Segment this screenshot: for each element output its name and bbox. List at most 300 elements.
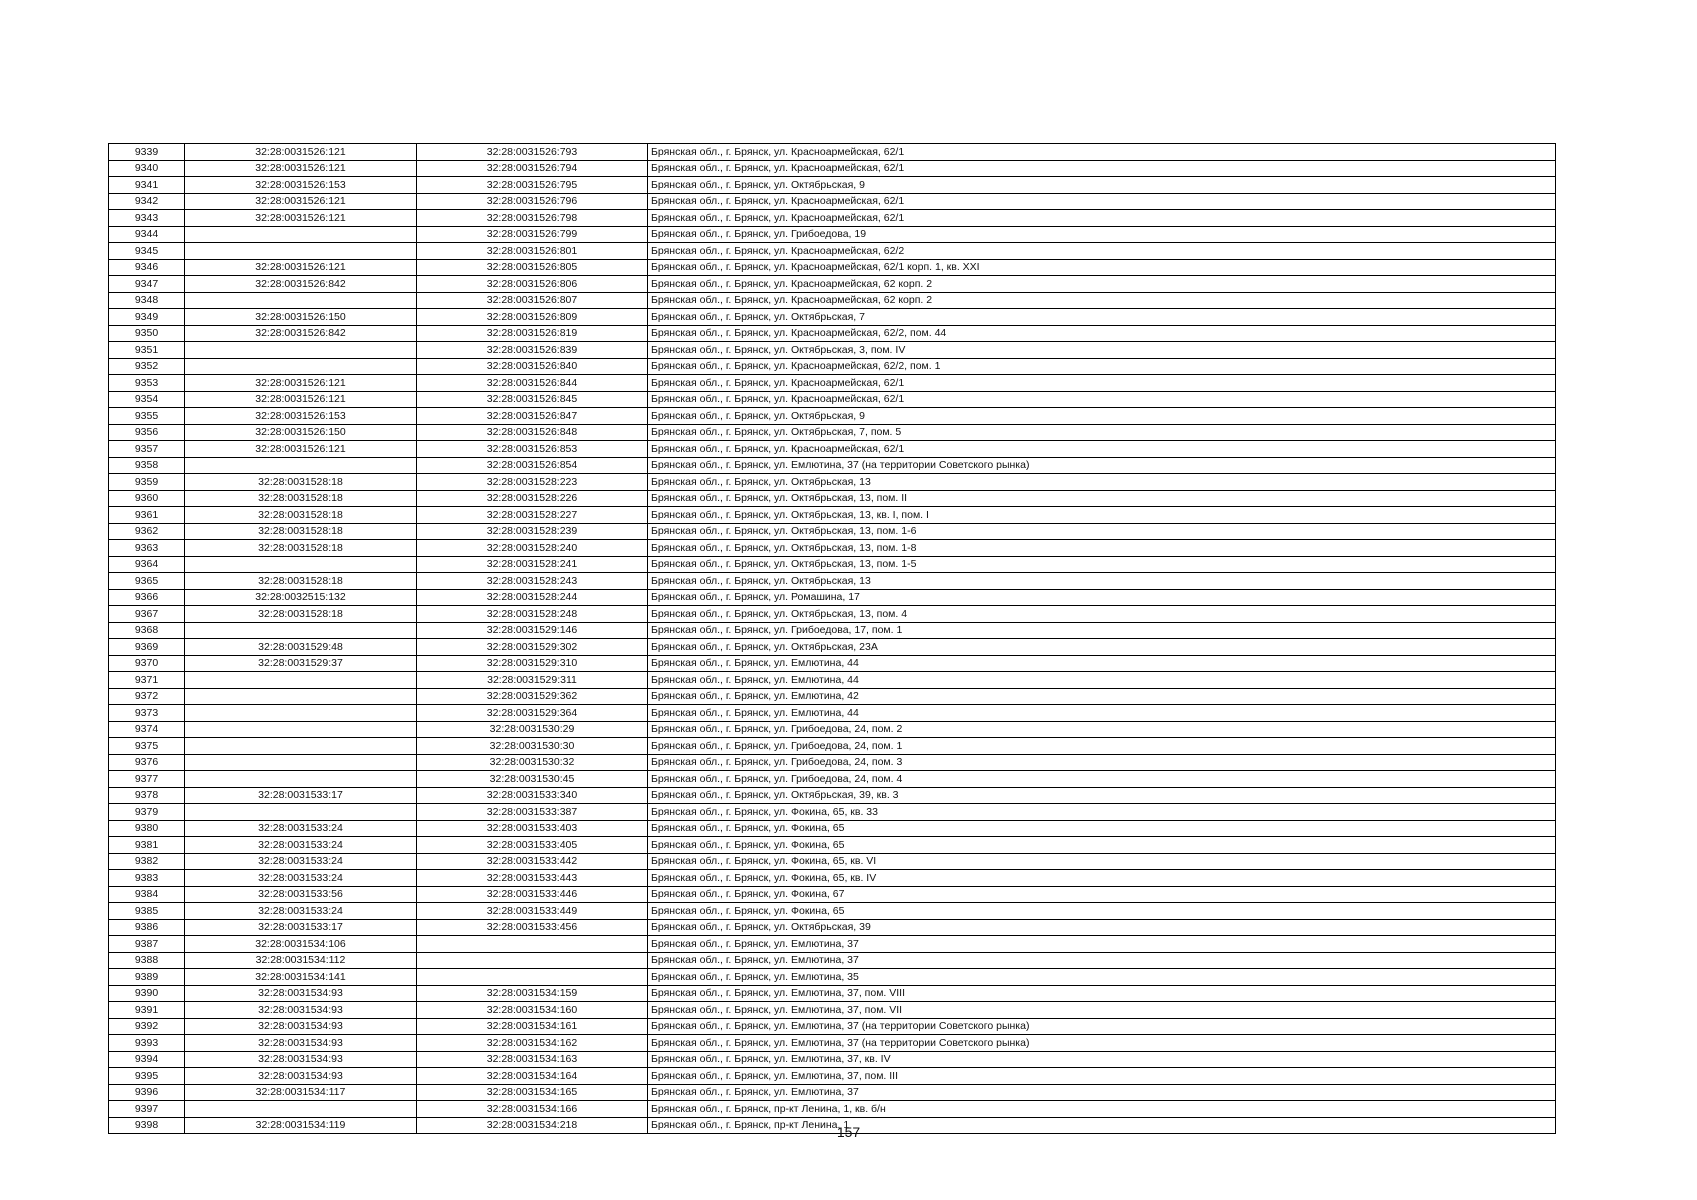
table-row xyxy=(109,738,1556,755)
row-number-cell: 9361 xyxy=(109,507,185,524)
address-cell: Брянская обл., г. Брянск, ул. Грибоедова, 24, пом. 1 xyxy=(648,738,1556,755)
cadastral-number-cell: 32:28:0031533:387 xyxy=(417,804,648,821)
cadastral-number-cell: 32:28:0031533:449 xyxy=(417,903,648,920)
cadastral-number-cell: 32:28:0031528:226 xyxy=(417,490,648,507)
cadastral-number-cell: 32:28:0031530:32 xyxy=(417,754,648,771)
cadastral-number-cell: 32:28:0031526:840 xyxy=(417,358,648,375)
parent-cadastral-number-cell: 32:28:0031533:24 xyxy=(185,870,417,887)
row-number-cell: 9370 xyxy=(109,655,185,672)
parent-cadastral-number-cell xyxy=(185,754,417,771)
row-number-cell: 9386 xyxy=(109,919,185,936)
cadastral-number-cell: 32:28:0031526:801 xyxy=(417,243,648,260)
row-number-cell: 9384 xyxy=(109,886,185,903)
row-number-cell: 9398 xyxy=(109,1117,185,1134)
row-number-cell: 9383 xyxy=(109,870,185,887)
parent-cadastral-number-cell: 32:28:0032515:132 xyxy=(185,589,417,606)
address-cell: Брянская обл., г. Брянск, ул. Ромашина, 17 xyxy=(648,589,1556,606)
row-number-cell: 9365 xyxy=(109,573,185,590)
row-number-cell: 9352 xyxy=(109,358,185,375)
address-cell: Брянская обл., г. Брянск, ул. Красноармейская, 62/1 xyxy=(648,391,1556,408)
table-row xyxy=(109,177,1556,194)
parent-cadastral-number-cell: 32:28:0031528:18 xyxy=(185,490,417,507)
table-row xyxy=(109,243,1556,260)
address-cell: Брянская обл., г. Брянск, ул. Фокина, 65, кв. IV xyxy=(648,870,1556,887)
cadastral-number-cell: 32:28:0031526:809 xyxy=(417,309,648,326)
cadastral-number-cell: 32:28:0031526:794 xyxy=(417,160,648,177)
row-number-cell: 9351 xyxy=(109,342,185,359)
table-row xyxy=(109,952,1556,969)
table-row xyxy=(109,408,1556,425)
parent-cadastral-number-cell: 32:28:0031534:112 xyxy=(185,952,417,969)
parent-cadastral-number-cell: 32:28:0031534:93 xyxy=(185,1018,417,1035)
row-number-cell: 9382 xyxy=(109,853,185,870)
cadastral-number-cell: 32:28:0031528:223 xyxy=(417,474,648,491)
cadastral-number-cell: 32:28:0031534:165 xyxy=(417,1084,648,1101)
cadastral-number-cell: 32:28:0031526:844 xyxy=(417,375,648,392)
cadastral-number-cell: 32:28:0031530:30 xyxy=(417,738,648,755)
parent-cadastral-number-cell xyxy=(185,342,417,359)
table-row xyxy=(109,1068,1556,1085)
parent-cadastral-number-cell: 32:28:0031528:18 xyxy=(185,540,417,557)
table-row xyxy=(109,210,1556,227)
table-row xyxy=(109,919,1556,936)
cadastral-number-cell: 32:28:0031526:798 xyxy=(417,210,648,227)
address-cell: Брянская обл., г. Брянск, ул. Емлютина, 37 xyxy=(648,1084,1556,1101)
row-number-cell: 9373 xyxy=(109,705,185,722)
address-cell: Брянская обл., г. Брянск, ул. Октябрьская, 3, пом. IV xyxy=(648,342,1556,359)
table-row xyxy=(109,655,1556,672)
row-number-cell: 9362 xyxy=(109,523,185,540)
cadastral-number-cell: 32:28:0031533:405 xyxy=(417,837,648,854)
address-cell: Брянская обл., г. Брянск, ул. Красноармейская, 62/1 xyxy=(648,375,1556,392)
address-cell: Брянская обл., г. Брянск, ул. Октябрьская, 13, кв. I, пом. I xyxy=(648,507,1556,524)
row-number-cell: 9342 xyxy=(109,193,185,210)
address-cell: Брянская обл., г. Брянск, ул. Фокина, 65, кв. 33 xyxy=(648,804,1556,821)
table-row xyxy=(109,886,1556,903)
cadastral-number-cell: 32:28:0031528:248 xyxy=(417,606,648,623)
row-number-cell: 9371 xyxy=(109,672,185,689)
cadastral-number-cell: 32:28:0031534:163 xyxy=(417,1051,648,1068)
cadastral-number-cell: 32:28:0031526:805 xyxy=(417,259,648,276)
cadastral-number-cell: 32:28:0031529:362 xyxy=(417,688,648,705)
address-cell: Брянская обл., г. Брянск, ул. Фокина, 67 xyxy=(648,886,1556,903)
address-cell: Брянская обл., г. Брянск, ул. Красноармейская, 62 корп. 2 xyxy=(648,276,1556,293)
cadastral-number-cell: 32:28:0031528:241 xyxy=(417,556,648,573)
row-number-cell: 9374 xyxy=(109,721,185,738)
address-cell: Брянская обл., г. Брянск, ул. Октябрьская, 39 xyxy=(648,919,1556,936)
cadastral-number-cell xyxy=(417,952,648,969)
page-number: 157 xyxy=(836,1124,861,1140)
address-cell: Брянская обл., г. Брянск, ул. Емлютина, 44 xyxy=(648,672,1556,689)
parent-cadastral-number-cell: 32:28:0031526:153 xyxy=(185,408,417,425)
row-number-cell: 9364 xyxy=(109,556,185,573)
cadastral-number-cell: 32:28:0031526:793 xyxy=(417,144,648,161)
table-row xyxy=(109,606,1556,623)
address-cell: Брянская обл., г. Брянск, ул. Грибоедова, 19 xyxy=(648,226,1556,243)
table-row xyxy=(109,705,1556,722)
parent-cadastral-number-cell: 32:28:0031528:18 xyxy=(185,474,417,491)
cadastral-number-cell: 32:28:0031529:311 xyxy=(417,672,648,689)
parent-cadastral-number-cell xyxy=(185,1101,417,1118)
parent-cadastral-number-cell: 32:28:0031529:37 xyxy=(185,655,417,672)
address-cell: Брянская обл., г. Брянск, ул. Октябрьская, 39, кв. 3 xyxy=(648,787,1556,804)
cadastral-number-cell: 32:28:0031526:799 xyxy=(417,226,648,243)
table-row xyxy=(109,424,1556,441)
parent-cadastral-number-cell: 32:28:0031526:121 xyxy=(185,375,417,392)
row-number-cell: 9357 xyxy=(109,441,185,458)
table-row xyxy=(109,870,1556,887)
row-number-cell: 9340 xyxy=(109,160,185,177)
parent-cadastral-number-cell: 32:28:0031526:121 xyxy=(185,193,417,210)
row-number-cell: 9346 xyxy=(109,259,185,276)
parent-cadastral-number-cell: 32:28:0031533:17 xyxy=(185,787,417,804)
cadastral-number-cell: 32:28:0031526:845 xyxy=(417,391,648,408)
address-cell: Брянская обл., г. Брянск, ул. Грибоедова, 24, пом. 4 xyxy=(648,771,1556,788)
table-row xyxy=(109,837,1556,854)
parent-cadastral-number-cell: 32:28:0031526:842 xyxy=(185,325,417,342)
parent-cadastral-number-cell xyxy=(185,622,417,639)
parent-cadastral-number-cell: 32:28:0031529:48 xyxy=(185,639,417,656)
parent-cadastral-number-cell xyxy=(185,358,417,375)
address-cell: Брянская обл., г. Брянск, ул. Емлютина, 37 (на территории Советского рынка) xyxy=(648,457,1556,474)
parent-cadastral-number-cell: 32:28:0031526:121 xyxy=(185,210,417,227)
parent-cadastral-number-cell: 32:28:0031533:56 xyxy=(185,886,417,903)
cadastral-number-cell: 32:28:0031529:310 xyxy=(417,655,648,672)
table-row xyxy=(109,507,1556,524)
address-cell: Брянская обл., г. Брянск, ул. Октябрьская, 13, пом. 1-5 xyxy=(648,556,1556,573)
address-cell: Брянская обл., г. Брянск, ул. Красноармейская, 62/1 xyxy=(648,193,1556,210)
cadastral-number-cell: 32:28:0031534:161 xyxy=(417,1018,648,1035)
parent-cadastral-number-cell: 32:28:0031533:24 xyxy=(185,903,417,920)
address-cell: Брянская обл., г. Брянск, ул. Фокина, 65 xyxy=(648,837,1556,854)
cadastral-number-cell: 32:28:0031533:443 xyxy=(417,870,648,887)
table-row xyxy=(109,820,1556,837)
cadastral-number-cell: 32:28:0031526:848 xyxy=(417,424,648,441)
address-cell: Брянская обл., г. Брянск, ул. Октябрьская, 13 xyxy=(648,573,1556,590)
row-number-cell: 9359 xyxy=(109,474,185,491)
parent-cadastral-number-cell: 32:28:0031534:117 xyxy=(185,1084,417,1101)
table-row xyxy=(109,193,1556,210)
table-row xyxy=(109,540,1556,557)
table-row xyxy=(109,589,1556,606)
parent-cadastral-number-cell: 32:28:0031528:18 xyxy=(185,573,417,590)
parent-cadastral-number-cell: 32:28:0031526:121 xyxy=(185,441,417,458)
parent-cadastral-number-cell xyxy=(185,292,417,309)
cadastral-number-cell: 32:28:0031534:218 xyxy=(417,1117,648,1134)
table-row xyxy=(109,771,1556,788)
table-row xyxy=(109,1101,1556,1118)
row-number-cell: 9366 xyxy=(109,589,185,606)
parent-cadastral-number-cell: 32:28:0031534:93 xyxy=(185,1068,417,1085)
address-cell: Брянская обл., г. Брянск, ул. Емлютина, 35 xyxy=(648,969,1556,986)
address-cell: Брянская обл., г. Брянск, ул. Красноармейская, 62/1 xyxy=(648,160,1556,177)
row-number-cell: 9369 xyxy=(109,639,185,656)
table-row xyxy=(109,622,1556,639)
address-cell: Брянская обл., г. Брянск, ул. Октябрьская, 9 xyxy=(648,408,1556,425)
parent-cadastral-number-cell: 32:28:0031526:121 xyxy=(185,391,417,408)
cadastral-number-cell: 32:28:0031526:847 xyxy=(417,408,648,425)
row-number-cell: 9385 xyxy=(109,903,185,920)
table-row xyxy=(109,903,1556,920)
address-cell: Брянская обл., г. Брянск, ул. Емлютина, 37, пом. III xyxy=(648,1068,1556,1085)
row-number-cell: 9380 xyxy=(109,820,185,837)
address-cell: Брянская обл., г. Брянск, ул. Фокина, 65, кв. VI xyxy=(648,853,1556,870)
cadastral-number-cell: 32:28:0031533:446 xyxy=(417,886,648,903)
row-number-cell: 9348 xyxy=(109,292,185,309)
address-cell: Брянская обл., г. Брянск, пр-кт Ленина, 1 xyxy=(648,1117,1556,1134)
row-number-cell: 9345 xyxy=(109,243,185,260)
row-number-cell: 9339 xyxy=(109,144,185,161)
address-cell: Брянская обл., г. Брянск, ул. Емлютина, 37, пом. VIII xyxy=(648,985,1556,1002)
address-cell: Брянская обл., г. Брянск, ул. Емлютина, 37 xyxy=(648,936,1556,953)
table-row xyxy=(109,1002,1556,1019)
parent-cadastral-number-cell: 32:28:0031528:18 xyxy=(185,507,417,524)
address-cell: Брянская обл., г. Брянск, ул. Грибоедова, 17, пом. 1 xyxy=(648,622,1556,639)
parent-cadastral-number-cell: 32:28:0031533:24 xyxy=(185,820,417,837)
row-number-cell: 9396 xyxy=(109,1084,185,1101)
address-cell: Брянская обл., г. Брянск, ул. Грибоедова, 24, пом. 2 xyxy=(648,721,1556,738)
cadastral-number-cell: 32:28:0031534:159 xyxy=(417,985,648,1002)
table-row xyxy=(109,787,1556,804)
parent-cadastral-number-cell: 32:28:0031533:24 xyxy=(185,837,417,854)
address-cell: Брянская обл., г. Брянск, ул. Емлютина, 37, кв. IV xyxy=(648,1051,1556,1068)
table-row xyxy=(109,672,1556,689)
row-number-cell: 9360 xyxy=(109,490,185,507)
cadastral-number-cell: 32:28:0031526:839 xyxy=(417,342,648,359)
row-number-cell: 9388 xyxy=(109,952,185,969)
table-row xyxy=(109,969,1556,986)
parent-cadastral-number-cell xyxy=(185,556,417,573)
address-cell: Брянская обл., г. Брянск, ул. Октябрьская, 13 xyxy=(648,474,1556,491)
parent-cadastral-number-cell: 32:28:0031526:121 xyxy=(185,160,417,177)
parent-cadastral-number-cell: 32:28:0031534:141 xyxy=(185,969,417,986)
cadastral-number-cell: 32:28:0031526:853 xyxy=(417,441,648,458)
cadastral-number-cell xyxy=(417,969,648,986)
row-number-cell: 9367 xyxy=(109,606,185,623)
row-number-cell: 9378 xyxy=(109,787,185,804)
parent-cadastral-number-cell xyxy=(185,457,417,474)
parent-cadastral-number-cell: 32:28:0031534:93 xyxy=(185,1051,417,1068)
parent-cadastral-number-cell: 32:28:0031533:17 xyxy=(185,919,417,936)
address-cell: Брянская обл., г. Брянск, ул. Красноармейская, 62/1 xyxy=(648,441,1556,458)
row-number-cell: 9395 xyxy=(109,1068,185,1085)
address-cell: Брянская обл., г. Брянск, ул. Октябрьская, 13, пом. 4 xyxy=(648,606,1556,623)
parent-cadastral-number-cell xyxy=(185,804,417,821)
table-row xyxy=(109,358,1556,375)
table-row xyxy=(109,936,1556,953)
table-row xyxy=(109,985,1556,1002)
parent-cadastral-number-cell: 32:28:0031526:121 xyxy=(185,259,417,276)
table-row xyxy=(109,556,1556,573)
row-number-cell: 9356 xyxy=(109,424,185,441)
address-cell: Брянская обл., г. Брянск, ул. Фокина, 65 xyxy=(648,820,1556,837)
parent-cadastral-number-cell: 32:28:0031526:153 xyxy=(185,177,417,194)
cadastral-number-cell: 32:28:0031533:340 xyxy=(417,787,648,804)
address-cell: Брянская обл., г. Брянск, ул. Красноармейская, 62/1 xyxy=(648,144,1556,161)
table-row xyxy=(109,688,1556,705)
row-number-cell: 9358 xyxy=(109,457,185,474)
parent-cadastral-number-cell: 32:28:0031534:93 xyxy=(185,985,417,1002)
parent-cadastral-number-cell xyxy=(185,226,417,243)
address-cell: Брянская обл., г. Брянск, пр-кт Ленина, 1, кв. б/н xyxy=(648,1101,1556,1118)
row-number-cell: 9387 xyxy=(109,936,185,953)
row-number-cell: 9368 xyxy=(109,622,185,639)
address-cell: Брянская обл., г. Брянск, ул. Октябрьская, 23А xyxy=(648,639,1556,656)
address-cell: Брянская обл., г. Брянск, ул. Красноармейская, 62/2 xyxy=(648,243,1556,260)
row-number-cell: 9349 xyxy=(109,309,185,326)
table-row xyxy=(109,441,1556,458)
table-row xyxy=(109,639,1556,656)
row-number-cell: 9393 xyxy=(109,1035,185,1052)
row-number-cell: 9397 xyxy=(109,1101,185,1118)
cadastral-number-cell: 32:28:0031526:819 xyxy=(417,325,648,342)
cadastral-number-cell: 32:28:0031528:243 xyxy=(417,573,648,590)
row-number-cell: 9379 xyxy=(109,804,185,821)
cadastral-number-cell: 32:28:0031526:795 xyxy=(417,177,648,194)
parent-cadastral-number-cell: 32:28:0031534:93 xyxy=(185,1035,417,1052)
row-number-cell: 9390 xyxy=(109,985,185,1002)
row-number-cell: 9376 xyxy=(109,754,185,771)
table-row xyxy=(109,721,1556,738)
cadastral-number-cell: 32:28:0031529:146 xyxy=(417,622,648,639)
table-row xyxy=(109,1084,1556,1101)
cadastral-number-cell: 32:28:0031534:160 xyxy=(417,1002,648,1019)
table-row xyxy=(109,754,1556,771)
table-row xyxy=(109,325,1556,342)
cadastral-number-cell: 32:28:0031526:806 xyxy=(417,276,648,293)
parent-cadastral-number-cell xyxy=(185,672,417,689)
table-row xyxy=(109,523,1556,540)
row-number-cell: 9347 xyxy=(109,276,185,293)
address-cell: Брянская обл., г. Брянск, ул. Емлютина, 44 xyxy=(648,705,1556,722)
table-row xyxy=(109,1035,1556,1052)
table-row xyxy=(109,1051,1556,1068)
property-register-table xyxy=(108,143,1556,1134)
cadastral-number-cell: 32:28:0031528:239 xyxy=(417,523,648,540)
row-number-cell: 9375 xyxy=(109,738,185,755)
row-number-cell: 9377 xyxy=(109,771,185,788)
parent-cadastral-number-cell: 32:28:0031526:150 xyxy=(185,309,417,326)
parent-cadastral-number-cell: 32:28:0031534:119 xyxy=(185,1117,417,1134)
address-cell: Брянская обл., г. Брянск, ул. Октябрьская, 7, пом. 5 xyxy=(648,424,1556,441)
row-number-cell: 9355 xyxy=(109,408,185,425)
cadastral-number-cell: 32:28:0031526:807 xyxy=(417,292,648,309)
address-cell: Брянская обл., г. Брянск, ул. Октябрьская, 13, пом. 1-8 xyxy=(648,540,1556,557)
row-number-cell: 9341 xyxy=(109,177,185,194)
row-number-cell: 9350 xyxy=(109,325,185,342)
row-number-cell: 9394 xyxy=(109,1051,185,1068)
parent-cadastral-number-cell: 32:28:0031528:18 xyxy=(185,606,417,623)
cadastral-number-cell: 32:28:0031533:403 xyxy=(417,820,648,837)
parent-cadastral-number-cell: 32:28:0031526:842 xyxy=(185,276,417,293)
address-cell: Брянская обл., г. Брянск, ул. Емлютина, 44 xyxy=(648,655,1556,672)
address-cell: Брянская обл., г. Брянск, ул. Красноармейская, 62/2, пом. 44 xyxy=(648,325,1556,342)
address-cell: Брянская обл., г. Брянск, ул. Октябрьская, 13, пом. 1-6 xyxy=(648,523,1556,540)
table-row xyxy=(109,804,1556,821)
table-row xyxy=(109,457,1556,474)
cadastral-number-cell: 32:28:0031528:227 xyxy=(417,507,648,524)
cadastral-number-cell: 32:28:0031530:45 xyxy=(417,771,648,788)
cadastral-number-cell: 32:28:0031533:456 xyxy=(417,919,648,936)
table-row xyxy=(109,853,1556,870)
table-row xyxy=(109,309,1556,326)
cadastral-number-cell xyxy=(417,936,648,953)
table-row xyxy=(109,276,1556,293)
address-cell: Брянская обл., г. Брянск, ул. Емлютина, 42 xyxy=(648,688,1556,705)
address-cell: Брянская обл., г. Брянск, ул. Красноармейская, 62 корп. 2 xyxy=(648,292,1556,309)
row-number-cell: 9381 xyxy=(109,837,185,854)
parent-cadastral-number-cell: 32:28:0031528:18 xyxy=(185,523,417,540)
parent-cadastral-number-cell: 32:28:0031533:24 xyxy=(185,853,417,870)
table-row xyxy=(109,226,1556,243)
address-cell: Брянская обл., г. Брянск, ул. Красноармейская, 62/1 корп. 1, кв. XXI xyxy=(648,259,1556,276)
row-number-cell: 9344 xyxy=(109,226,185,243)
address-cell: Брянская обл., г. Брянск, ул. Красноармейская, 62/2, пом. 1 xyxy=(648,358,1556,375)
address-cell: Брянская обл., г. Брянск, ул. Красноармейская, 62/1 xyxy=(648,210,1556,227)
parent-cadastral-number-cell xyxy=(185,243,417,260)
row-number-cell: 9363 xyxy=(109,540,185,557)
cadastral-number-cell: 32:28:0031529:302 xyxy=(417,639,648,656)
table-row xyxy=(109,292,1556,309)
cadastral-number-cell: 32:28:0031534:164 xyxy=(417,1068,648,1085)
cadastral-number-cell: 32:28:0031528:240 xyxy=(417,540,648,557)
table-row xyxy=(109,1018,1556,1035)
parent-cadastral-number-cell xyxy=(185,688,417,705)
address-cell: Брянская обл., г. Брянск, ул. Фокина, 65 xyxy=(648,903,1556,920)
address-cell: Брянская обл., г. Брянск, ул. Емлютина, 37 (на территории Советского рынка) xyxy=(648,1018,1556,1035)
parent-cadastral-number-cell xyxy=(185,705,417,722)
table-row xyxy=(109,342,1556,359)
row-number-cell: 9353 xyxy=(109,375,185,392)
row-number-cell: 9343 xyxy=(109,210,185,227)
row-number-cell: 9354 xyxy=(109,391,185,408)
address-cell: Брянская обл., г. Брянск, ул. Емлютина, 37 (на территории Советского рынка) xyxy=(648,1035,1556,1052)
table-row xyxy=(109,391,1556,408)
parent-cadastral-number-cell xyxy=(185,771,417,788)
cadastral-number-cell: 32:28:0031534:166 xyxy=(417,1101,648,1118)
table-row xyxy=(109,160,1556,177)
cadastral-number-cell: 32:28:0031526:796 xyxy=(417,193,648,210)
row-number-cell: 9391 xyxy=(109,1002,185,1019)
table-row xyxy=(109,259,1556,276)
parent-cadastral-number-cell xyxy=(185,721,417,738)
table-row xyxy=(109,573,1556,590)
cadastral-number-cell: 32:28:0031528:244 xyxy=(417,589,648,606)
address-cell: Брянская обл., г. Брянск, ул. Емлютина, 37 xyxy=(648,952,1556,969)
parent-cadastral-number-cell: 32:28:0031526:150 xyxy=(185,424,417,441)
table-row xyxy=(109,474,1556,491)
parent-cadastral-number-cell: 32:28:0031534:106 xyxy=(185,936,417,953)
row-number-cell: 9389 xyxy=(109,969,185,986)
table-row xyxy=(109,375,1556,392)
row-number-cell: 9372 xyxy=(109,688,185,705)
cadastral-number-cell: 32:28:0031529:364 xyxy=(417,705,648,722)
address-cell: Брянская обл., г. Брянск, ул. Емлютина, 37, пом. VII xyxy=(648,1002,1556,1019)
parent-cadastral-number-cell: 32:28:0031526:121 xyxy=(185,144,417,161)
address-cell: Брянская обл., г. Брянск, ул. Грибоедова, 24, пом. 3 xyxy=(648,754,1556,771)
parent-cadastral-number-cell: 32:28:0031534:93 xyxy=(185,1002,417,1019)
cadastral-number-cell: 32:28:0031533:442 xyxy=(417,853,648,870)
table-body xyxy=(109,144,1556,1134)
table-row xyxy=(109,490,1556,507)
cadastral-number-cell: 32:28:0031530:29 xyxy=(417,721,648,738)
cadastral-number-cell: 32:28:0031526:854 xyxy=(417,457,648,474)
row-number-cell: 9392 xyxy=(109,1018,185,1035)
parent-cadastral-number-cell xyxy=(185,738,417,755)
address-cell: Брянская обл., г. Брянск, ул. Октябрьская, 9 xyxy=(648,177,1556,194)
cadastral-number-cell: 32:28:0031534:162 xyxy=(417,1035,648,1052)
table-row xyxy=(109,144,1556,161)
